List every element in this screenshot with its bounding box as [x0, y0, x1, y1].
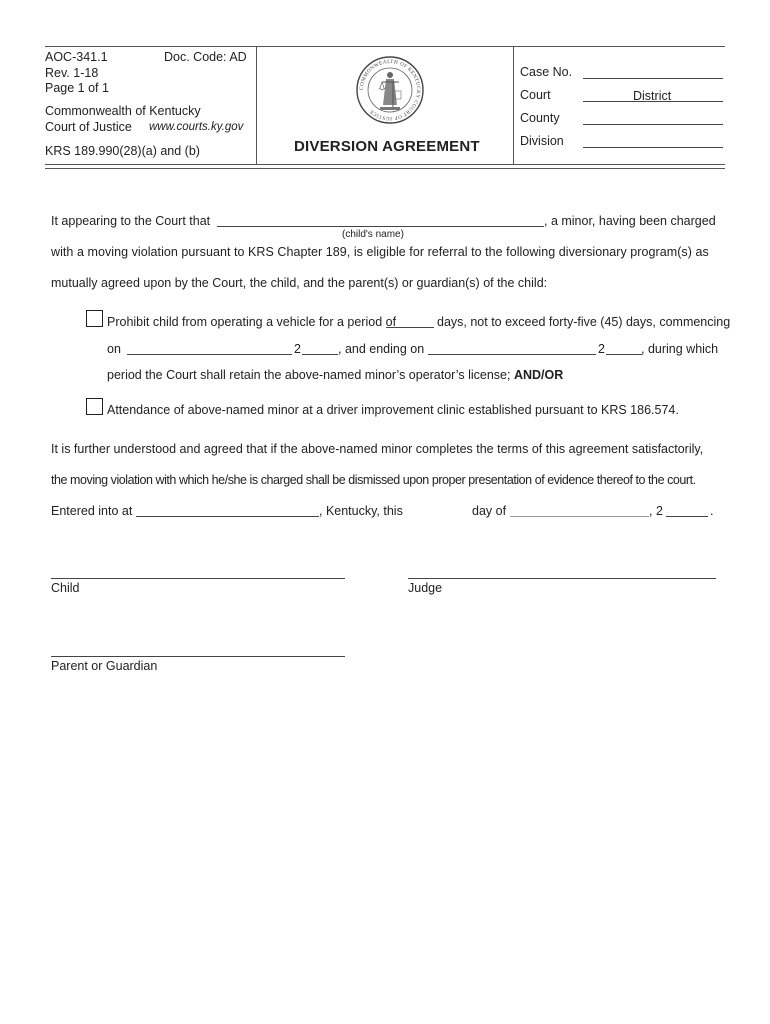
judge-signature-line[interactable] — [408, 578, 716, 579]
revision: Rev. 1-18 — [45, 66, 99, 80]
header-divider-left — [256, 46, 257, 164]
childs-name-caption: (child's name) — [342, 229, 404, 240]
option1-line3-text: period the Court shall retain the above-named minor’s operator’s license; — [107, 368, 511, 382]
further-line2: the moving violation with which he/she is charged shall be dismissed upon proper presentation of evidence thereof to the court. — [51, 473, 696, 487]
entered-period: . — [710, 504, 714, 518]
days-field[interactable] — [386, 327, 434, 328]
option1-ending: , and ending on — [338, 342, 425, 356]
ending-year-field[interactable] — [606, 354, 642, 355]
option2-checkbox[interactable] — [86, 398, 103, 415]
header-divider-right — [513, 46, 514, 164]
option1-checkbox[interactable] — [86, 310, 103, 327]
case-no-label: Case No. — [520, 65, 573, 79]
option1-on: on — [107, 342, 121, 356]
body-line1-start: It appearing to the Court that — [51, 214, 211, 228]
court-of-justice: Court of Justice — [45, 120, 132, 134]
year-field[interactable] — [666, 516, 708, 517]
division-label: Division — [520, 134, 564, 148]
option1-year-prefix-b: 2 — [598, 342, 605, 356]
further-line1: It is further understood and agreed that if the above-named minor completes the terms of this agreement satisfactorily, — [51, 442, 704, 456]
parent-signature-line[interactable] — [51, 656, 345, 657]
option1-during: , during which — [641, 342, 719, 356]
day-of-field[interactable] — [510, 516, 649, 517]
document-title: DIVERSION AGREEMENT — [294, 138, 480, 155]
option1-part2: days, not to exceed forty-five (45) days, commencing — [437, 315, 731, 329]
county-label: County — [520, 111, 560, 125]
option1-part1: Prohibit child from operating a vehicle for a period of — [107, 315, 397, 329]
page-number: Page 1 of 1 — [45, 81, 109, 95]
body-line1-end: , a minor, having been charged — [544, 214, 716, 228]
form-code: AOC-341.1 — [45, 50, 108, 64]
svg-text:COMMONWEALTH OF KENTUCKY COURT: COMMONWEALTH OF KENTUCKY COURT OF JUSTICE — [358, 58, 422, 122]
option1-year-prefix-a: 2 — [294, 342, 301, 356]
childs-name-field[interactable] — [217, 226, 544, 227]
judge-signature-label: Judge — [408, 581, 443, 595]
kentucky-this-label: , Kentucky, this — [319, 504, 403, 518]
parent-signature-label: Parent or Guardian — [51, 659, 158, 673]
court-label: Court — [520, 88, 551, 102]
statute: KRS 189.990(28)(a) and (b) — [45, 144, 200, 158]
doc-code: Doc. Code: AD — [164, 50, 247, 64]
header-top-rule — [45, 46, 725, 47]
body-line3: mutually agreed upon by the Court, the child, and the parent(s) or guardian(s) of the child: — [51, 276, 548, 290]
and-or-label: AND/OR — [513, 368, 564, 382]
court-seal-icon — [355, 55, 425, 125]
option1-line3 — [107, 368, 563, 382]
body-line2: with a moving violation pursuant to KRS Chapter 189, is eligible for referral to the following diversionary program(s) as — [51, 245, 709, 259]
commencing-date-field[interactable] — [127, 354, 292, 355]
option2-text: Attendance of above-named minor at a driver improvement clinic established pursuant to KRS 186.574. — [107, 403, 679, 417]
website-link[interactable]: www.courts.ky.gov — [149, 121, 244, 133]
ending-date-field[interactable] — [428, 354, 596, 355]
entered-at-field[interactable] — [136, 516, 319, 517]
case-no-field[interactable] — [583, 78, 723, 79]
day-of-label: day of — [472, 504, 507, 518]
court-value: District — [633, 89, 672, 103]
division-field[interactable] — [583, 147, 723, 148]
header-bottom-rule — [45, 164, 725, 165]
year-prefix-label: , 2 — [649, 504, 663, 518]
child-signature-label: Child — [51, 581, 80, 595]
commonwealth: Commonwealth of Kentucky — [45, 104, 201, 118]
child-signature-line[interactable] — [51, 578, 345, 579]
header-bottom-rule-2 — [45, 168, 725, 169]
commencing-year-field[interactable] — [302, 354, 338, 355]
county-field[interactable] — [583, 124, 723, 125]
entered-at-label: Entered into at — [51, 504, 133, 518]
